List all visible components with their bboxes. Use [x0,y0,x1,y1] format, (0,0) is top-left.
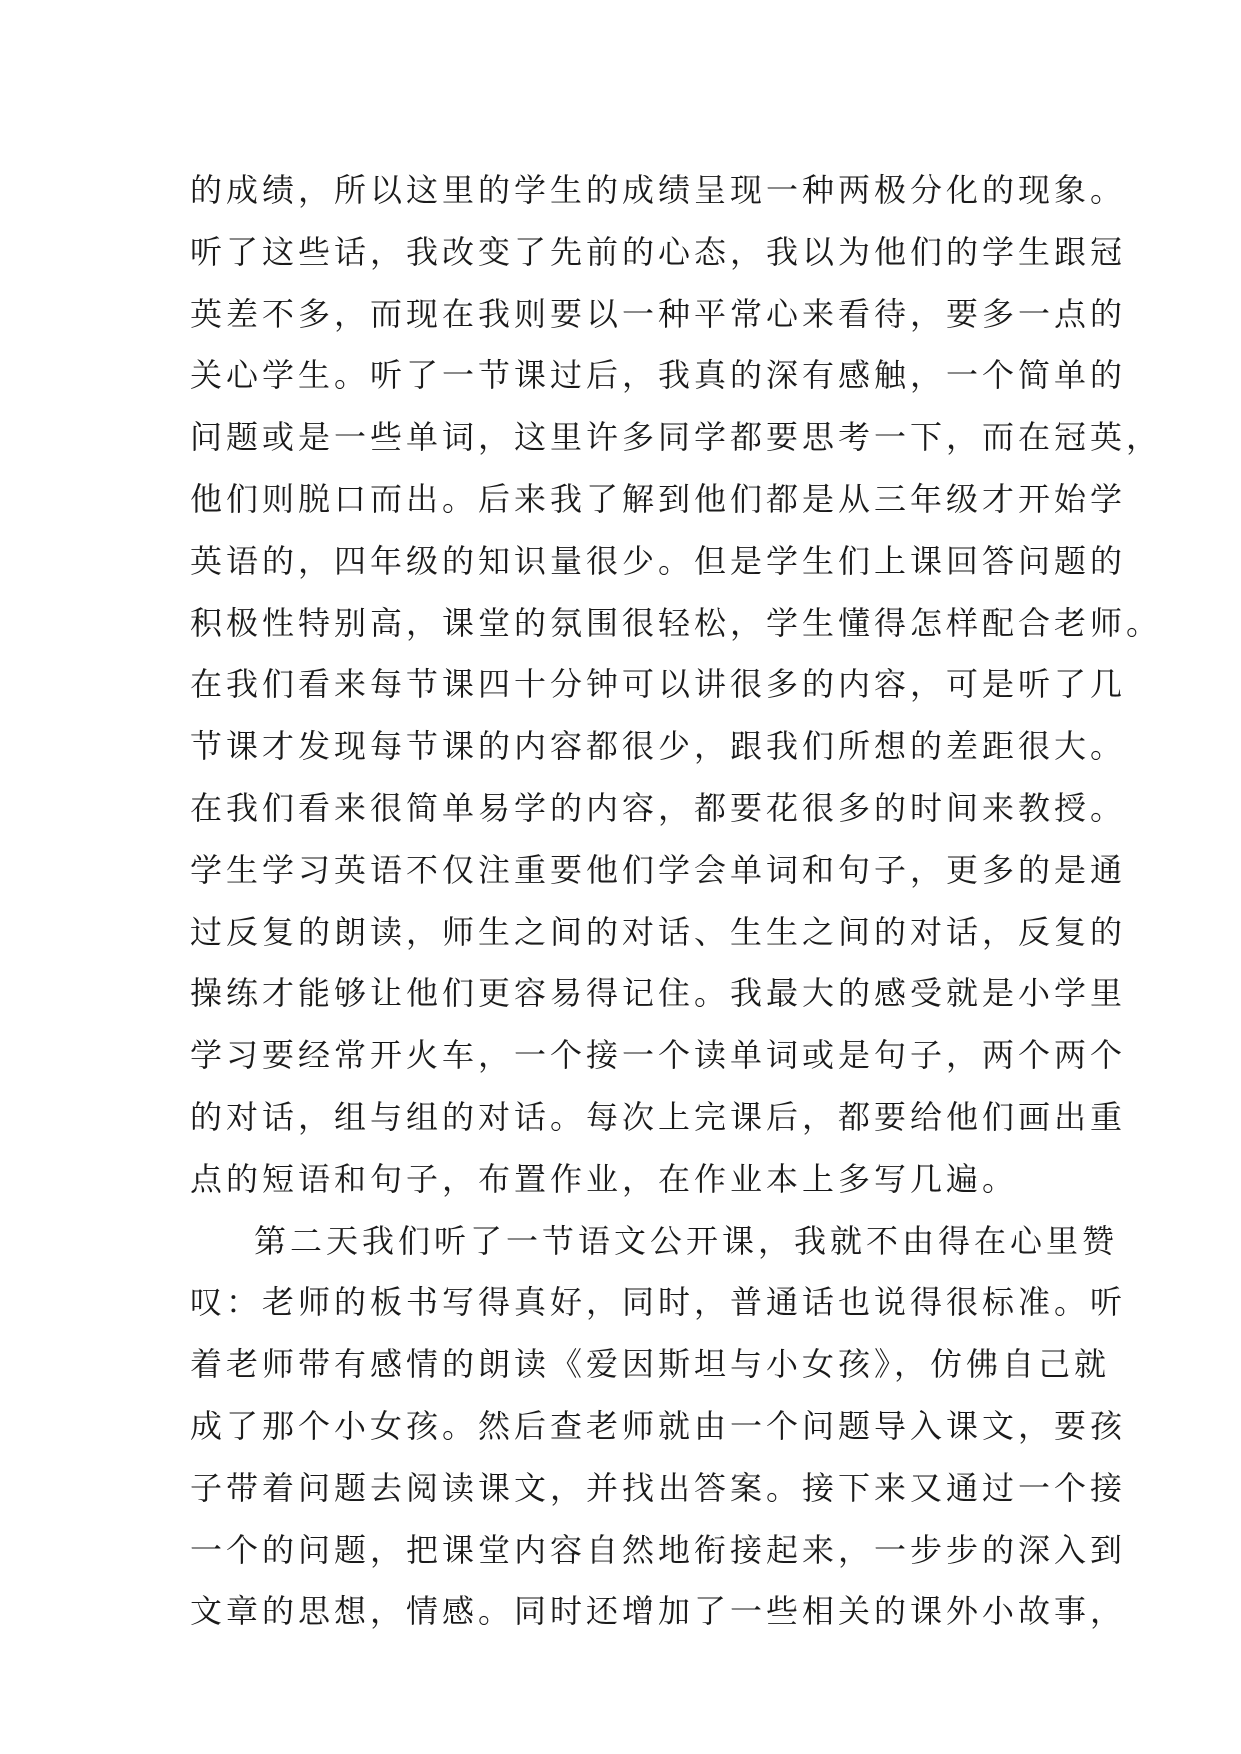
text-line: 过反复的朗读，师生之间的对话、生生之间的对话，反复的 [190,912,1127,951]
text-line: 英语的，四年级的知识量很少。但是学生们上课回答问题的 [190,541,1127,580]
text-line: 问题或是一些单词，这里许多同学都要思考一下，而在冠英， [190,418,1163,457]
text-line: 积极性特别高，课堂的氛围很轻松，学生懂得怎样配合老师。 [190,603,1163,642]
text-line: 第二天我们听了一节语文公开课，我就不由得在心里赞 [254,1221,1119,1260]
text-line: 文章的思想，情感。同时还增加了一些相关的课外小故事， [190,1592,1127,1631]
text-line: 一个的问题，把课堂内容自然地衔接起来，一步步的深入到 [190,1530,1127,1569]
text-line: 他们则脱口而出。后来我了解到他们都是从三年级才开始学 [190,479,1127,518]
paragraph-1 [190,160,1163,1211]
text-line: 关心学生。听了一节课过后，我真的深有感触，一个简单的 [190,356,1127,395]
text-line: 成了那个小女孩。然后查老师就由一个问题导入课文，要孩 [190,1406,1127,1445]
text-line: 叹：老师的板书写得真好，同时，普通话也说得很标准。听 [190,1283,1127,1322]
text-line: 学习要经常开火车，一个接一个读单词或是句子，两个两个 [190,1036,1127,1075]
text-line: 的成绩，所以这里的学生的成绩呈现一种两极分化的现象。 [190,171,1127,209]
text-line: 操练才能够让他们更容易得记住。我最大的感受就是小学里 [190,974,1127,1013]
text-line: 听了这些话，我改变了先前的心态，我以为他们的学生跟冠 [190,232,1127,271]
text-line: 子带着问题去阅读课文，并找出答案。接下来又通过一个接 [190,1468,1127,1507]
text-line: 学生学习英语不仅注重要他们学会单词和句子，更多的是通 [190,850,1127,889]
text-line: 节课才发现每节课的内容都很少，跟我们所想的差距很大。 [190,727,1127,766]
body-text [190,160,1163,1643]
text-line: 在我们看来每节课四十分钟可以讲很多的内容，可是听了几 [190,665,1127,704]
text-line: 的对话，组与组的对话。每次上完课后，都要给他们画出重 [190,1097,1127,1136]
text-line: 点的短语和句子，布置作业，在作业本上多写几遍。 [190,1159,1019,1198]
text-line: 在我们看来很简单易学的内容，都要花很多的时间来教授。 [190,788,1127,827]
text-line: 英差不多，而现在我则要以一种平常心来看待，要多一点的 [190,294,1127,333]
text-line: 着老师带有感情的朗读《爱因斯坦与小女孩》，仿佛自己就 [190,1345,1111,1384]
paragraph-2 [190,1211,1127,1644]
